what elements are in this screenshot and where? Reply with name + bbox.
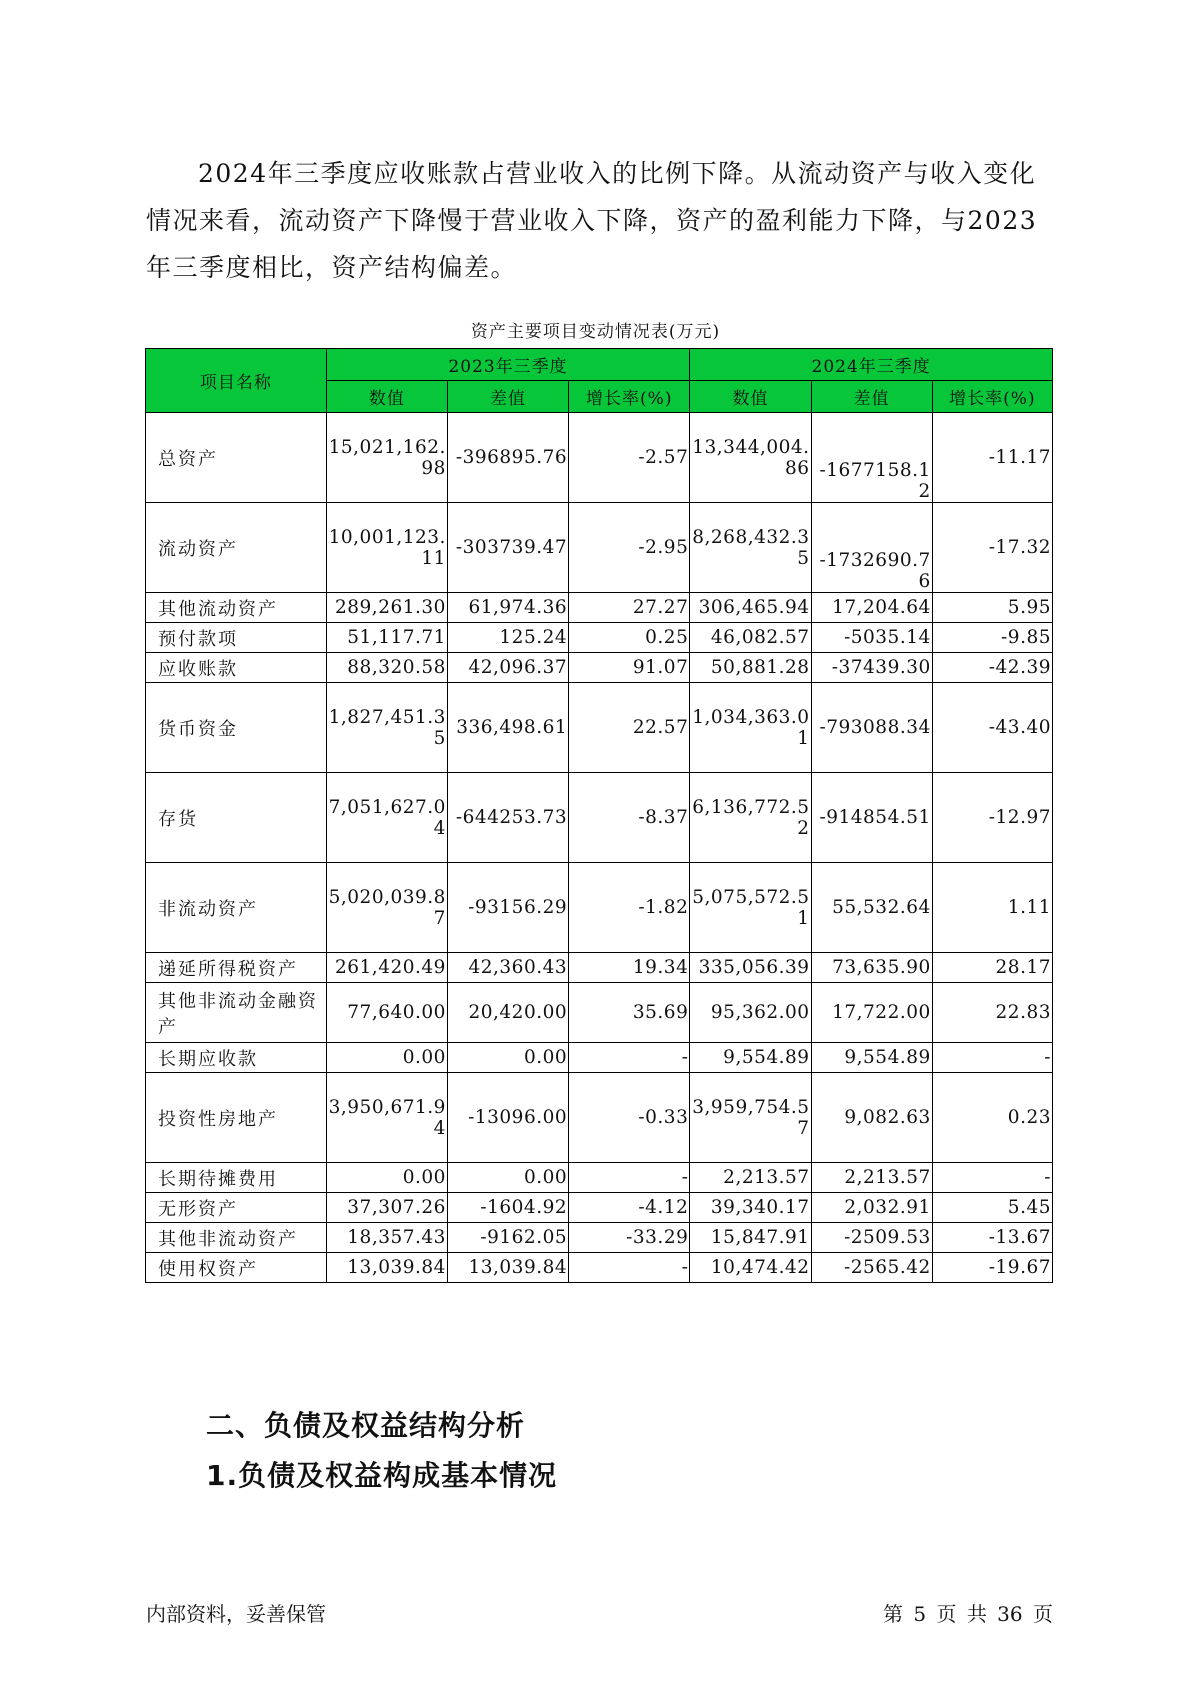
table-row xyxy=(146,1043,1053,1073)
row-name: 递延所得税资产 xyxy=(146,953,327,983)
cell-diff-2023: 125.24 xyxy=(447,623,568,653)
table-row xyxy=(146,1253,1053,1283)
header-period-2023: 2023年三季度 xyxy=(326,349,690,381)
cell-diff-2024: -37439.30 xyxy=(811,653,932,683)
row-name: 存货 xyxy=(146,773,327,863)
cell-diff-2023: 61,974.36 xyxy=(447,593,568,623)
row-name: 非流动资产 xyxy=(146,863,327,953)
table-row xyxy=(146,953,1053,983)
cell-diff-2024: -2509.53 xyxy=(811,1223,932,1253)
cell-value-2024: 335,056.39 xyxy=(690,953,811,983)
header-growth-2023: 增长率(%) xyxy=(569,381,690,413)
table-row xyxy=(146,593,1053,623)
cell-diff-2023: 20,420.00 xyxy=(447,983,568,1043)
cell-diff-2024: -5035.14 xyxy=(811,623,932,653)
cell-value-2024: 15,847.91 xyxy=(690,1223,811,1253)
cell-value-2023: 10,001,123.11 xyxy=(326,503,447,593)
table-row xyxy=(146,1223,1053,1253)
cell-value-2023: 1,827,451.35 xyxy=(326,683,447,773)
table-row xyxy=(146,983,1053,1043)
cell-value-2023: 3,950,671.94 xyxy=(326,1073,447,1163)
footer-page-number: 第 5 页 共 36 页 xyxy=(883,1602,1053,1626)
table-row xyxy=(146,863,1053,953)
cell-diff-2024: 17,204.64 xyxy=(811,593,932,623)
cell-value-2023: 7,051,627.04 xyxy=(326,773,447,863)
cell-diff-2024: 73,635.90 xyxy=(811,953,932,983)
cell-growth-2024: 5.45 xyxy=(932,1193,1052,1223)
cell-value-2024: 306,465.94 xyxy=(690,593,811,623)
cell-growth-2024: 0.23 xyxy=(932,1073,1052,1163)
cell-value-2023: 261,420.49 xyxy=(326,953,447,983)
table-row xyxy=(146,1193,1053,1223)
table-row xyxy=(146,413,1053,503)
row-name: 总资产 xyxy=(146,413,327,503)
cell-diff-2024: -793088.34 xyxy=(811,683,932,773)
cell-diff-2024: 2,213.57 xyxy=(811,1163,932,1193)
cell-growth-2023: 35.69 xyxy=(569,983,690,1043)
row-name: 流动资产 xyxy=(146,503,327,593)
row-name: 其他非流动资产 xyxy=(146,1223,327,1253)
cell-value-2023: 13,039.84 xyxy=(326,1253,447,1283)
cell-growth-2024: 22.83 xyxy=(932,983,1052,1043)
cell-diff-2024: -2565.42 xyxy=(811,1253,932,1283)
cell-growth-2023: 27.27 xyxy=(569,593,690,623)
cell-growth-2023: -4.12 xyxy=(569,1193,690,1223)
cell-value-2023: 5,020,039.87 xyxy=(326,863,447,953)
cell-diff-2023: -13096.00 xyxy=(447,1073,568,1163)
section-heading: 二、负债及权益结构分析 xyxy=(206,1409,526,1442)
row-name: 其他非流动金融资产 xyxy=(146,983,327,1043)
cell-diff-2023: -93156.29 xyxy=(447,863,568,953)
header-diff-2024: 差值 xyxy=(811,381,932,413)
cell-diff-2024: -914854.51 xyxy=(811,773,932,863)
cell-value-2023: 0.00 xyxy=(326,1163,447,1193)
cell-growth-2024: 28.17 xyxy=(932,953,1052,983)
cell-diff-2023: 0.00 xyxy=(447,1163,568,1193)
cell-diff-2023: -396895.76 xyxy=(447,413,568,503)
cell-growth-2024: -42.39 xyxy=(932,653,1052,683)
cell-value-2023: 88,320.58 xyxy=(326,653,447,683)
cell-diff-2023: -644253.73 xyxy=(447,773,568,863)
cell-growth-2024: 1.11 xyxy=(932,863,1052,953)
row-name: 其他流动资产 xyxy=(146,593,327,623)
row-name: 长期应收款 xyxy=(146,1043,327,1073)
cell-value-2024: 95,362.00 xyxy=(690,983,811,1043)
row-name: 应收账款 xyxy=(146,653,327,683)
cell-growth-2023: -2.57 xyxy=(569,413,690,503)
cell-growth-2023: 19.34 xyxy=(569,953,690,983)
cell-growth-2023: -2.95 xyxy=(569,503,690,593)
cell-growth-2024: -19.67 xyxy=(932,1253,1052,1283)
body-paragraph: 2024年三季度应收账款占营业收入的比例下降。从流动资产与收入变化情况来看，流动资产下降慢于营业收入下降，资产的盈利能力下降，与2023年三季度相比，资产结构偏差。 xyxy=(146,159,1038,282)
cell-diff-2023: 42,360.43 xyxy=(447,953,568,983)
cell-growth-2023: -33.29 xyxy=(569,1223,690,1253)
cell-value-2024: 46,082.57 xyxy=(690,623,811,653)
cell-value-2023: 15,021,162.98 xyxy=(326,413,447,503)
cell-diff-2023: -303739.47 xyxy=(447,503,568,593)
table-row xyxy=(146,773,1053,863)
cell-value-2023: 18,357.43 xyxy=(326,1223,447,1253)
cell-growth-2023: - xyxy=(569,1163,690,1193)
cell-diff-2023: -9162.05 xyxy=(447,1223,568,1253)
cell-value-2024: 9,554.89 xyxy=(690,1043,811,1073)
cell-value-2024: 3,959,754.57 xyxy=(690,1073,811,1163)
cell-growth-2023: 22.57 xyxy=(569,683,690,773)
cell-growth-2024: -11.17 xyxy=(932,413,1052,503)
cell-diff-2023: -1604.92 xyxy=(447,1193,568,1223)
header-period-2024: 2024年三季度 xyxy=(690,349,1053,381)
cell-diff-2024: -1677158.12 xyxy=(811,413,932,503)
header-growth-2024: 增长率(%) xyxy=(932,381,1052,413)
row-name: 预付款项 xyxy=(146,623,327,653)
cell-value-2023: 37,307.26 xyxy=(326,1193,447,1223)
cell-value-2023: 77,640.00 xyxy=(326,983,447,1043)
table-row xyxy=(146,1163,1053,1193)
table-body xyxy=(146,413,1053,1283)
cell-growth-2024: -13.67 xyxy=(932,1223,1052,1253)
cell-value-2023: 0.00 xyxy=(326,1043,447,1073)
cell-growth-2023: - xyxy=(569,1253,690,1283)
cell-value-2024: 6,136,772.52 xyxy=(690,773,811,863)
cell-growth-2023: - xyxy=(569,1043,690,1073)
cell-diff-2024: -1732690.76 xyxy=(811,503,932,593)
cell-growth-2023: -8.37 xyxy=(569,773,690,863)
cell-diff-2023: 336,498.61 xyxy=(447,683,568,773)
cell-growth-2024: - xyxy=(932,1163,1052,1193)
cell-value-2024: 2,213.57 xyxy=(690,1163,811,1193)
cell-value-2024: 50,881.28 xyxy=(690,653,811,683)
table-row xyxy=(146,1073,1053,1163)
table-row xyxy=(146,683,1053,773)
cell-growth-2024: -9.85 xyxy=(932,623,1052,653)
row-name: 货币资金 xyxy=(146,683,327,773)
cell-value-2024: 10,474.42 xyxy=(690,1253,811,1283)
row-name: 无形资产 xyxy=(146,1193,327,1223)
row-name: 长期待摊费用 xyxy=(146,1163,327,1193)
cell-diff-2024: 17,722.00 xyxy=(811,983,932,1043)
table-row xyxy=(146,503,1053,593)
cell-value-2023: 51,117.71 xyxy=(326,623,447,653)
subsection-heading: 1.负债及权益构成基本情况 xyxy=(206,1459,558,1492)
header-value-2023: 数值 xyxy=(326,381,447,413)
cell-diff-2024: 2,032.91 xyxy=(811,1193,932,1223)
table-row xyxy=(146,653,1053,683)
cell-growth-2024: - xyxy=(932,1043,1052,1073)
cell-diff-2023: 13,039.84 xyxy=(447,1253,568,1283)
header-value-2024: 数值 xyxy=(690,381,811,413)
cell-value-2024: 13,344,004.86 xyxy=(690,413,811,503)
cell-growth-2023: 0.25 xyxy=(569,623,690,653)
cell-value-2024: 5,075,572.51 xyxy=(690,863,811,953)
cell-growth-2023: 91.07 xyxy=(569,653,690,683)
footer-confidential: 内部资料，妥善保管 xyxy=(146,1602,326,1626)
cell-growth-2023: -1.82 xyxy=(569,863,690,953)
cell-value-2024: 1,034,363.01 xyxy=(690,683,811,773)
cell-value-2023: 289,261.30 xyxy=(326,593,447,623)
table-caption: 资产主要项目变动情况表(万元) xyxy=(470,322,721,342)
header-diff-2023: 差值 xyxy=(447,381,568,413)
row-name: 使用权资产 xyxy=(146,1253,327,1283)
cell-growth-2024: 5.95 xyxy=(932,593,1052,623)
cell-growth-2024: -43.40 xyxy=(932,683,1052,773)
cell-diff-2023: 42,096.37 xyxy=(447,653,568,683)
cell-diff-2024: 9,082.63 xyxy=(811,1073,932,1163)
table-row xyxy=(146,623,1053,653)
cell-value-2024: 8,268,432.35 xyxy=(690,503,811,593)
cell-diff-2024: 55,532.64 xyxy=(811,863,932,953)
row-name: 投资性房地产 xyxy=(146,1073,327,1163)
header-item-name: 项目名称 xyxy=(146,349,327,413)
cell-growth-2024: -12.97 xyxy=(932,773,1052,863)
cell-diff-2024: 9,554.89 xyxy=(811,1043,932,1073)
cell-diff-2023: 0.00 xyxy=(447,1043,568,1073)
cell-value-2024: 39,340.17 xyxy=(690,1193,811,1223)
cell-growth-2023: -0.33 xyxy=(569,1073,690,1163)
asset-change-table xyxy=(145,348,1053,1283)
cell-growth-2024: -17.32 xyxy=(932,503,1052,593)
